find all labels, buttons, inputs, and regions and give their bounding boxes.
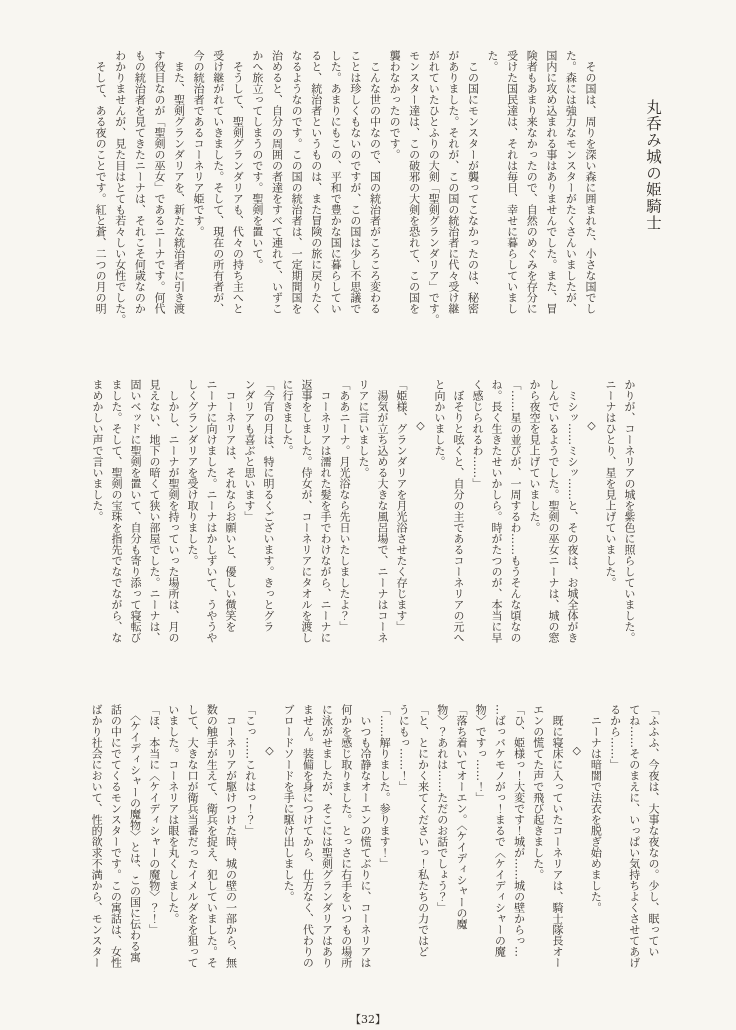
text-column: ニーナはひとり、星を見上げていました。	[604, 379, 617, 588]
text-column: 国内に攻め込まれる事はありませんでした。また、冒	[544, 50, 558, 314]
text-column: また、聖剣グランダリアを、新たな統治者に引き渡	[172, 50, 186, 314]
text-column: 険者もあまり来なかったので、自然のめぐみを存分に	[525, 50, 539, 314]
text-column: た。	[486, 50, 500, 72]
text-column: てね……そのまえに、いっぱい気持ちよくさせてあげ	[627, 704, 641, 968]
text-column: ません。装備を身につけてから、仕方なく、代わりの	[301, 704, 315, 968]
text-column: く感じられるわ……」	[471, 379, 484, 489]
text-column: 「落ち着いてオーエン。〈ケイディシャーの魔	[454, 704, 468, 930]
text-column: 治めると、自分の周囲の者達をすべて連れて、いずこ	[270, 50, 284, 314]
text-column: から夜空を見上げていました。	[528, 379, 541, 533]
text-column: 「ひ、姫様っ！大変です！城が……城の壁からっ…	[512, 704, 526, 957]
scene-break-diamond: ◇	[262, 744, 276, 757]
text-column: 「……星の並びが、一周するわ……もうそんな頃なの	[509, 379, 522, 643]
text-column: かへ旅立ってしまうのです。聖剣を置いて。	[250, 50, 264, 270]
text-column: こんな世の中なので、国の統治者がころころ変わる	[368, 50, 382, 314]
text-column: コーネリアは濡れた髪を手でわけながら、ニーナに	[319, 379, 332, 643]
text-column: ニーナに向けました。ニーナはかしずいて、うやうや	[205, 379, 218, 643]
text-column: 「こっ……これはっ！？」	[243, 704, 257, 836]
text-column: 受けた国民達は、それは毎日、幸せに暮らしていまし	[505, 50, 519, 314]
text-column: ました。そして、聖剣の宝珠を指先でなでながら、な	[110, 379, 123, 643]
text-column: 数の触手が生えて、衛兵を捉え、犯していました。そ	[205, 704, 219, 968]
text-column: して、大きな口が衛兵当番だったイメルダをを狙って	[186, 704, 200, 968]
text-column: コーネリアは、それならお願いと、優しい微笑を	[224, 379, 237, 632]
scene-break-diamond: ◇	[414, 419, 427, 432]
text-column: なるようなのです。この国の統治者は、一定期間国を	[290, 50, 304, 314]
text-column: コーネリアが駆けつけた時、城の壁の一部から、無	[224, 704, 238, 968]
text-column: ニーナは暗闇で法衣を脱ぎ始めました。	[589, 704, 603, 913]
text-column: に泳がせましたが、そこには聖剣グランダリアはあり	[320, 704, 334, 968]
text-column: 返事をしました。侍女が、コーネリアにタオルを渡し	[300, 379, 313, 643]
text-column: 「ほ、本当に〈ケイディシャーの魔物〉？！」	[147, 704, 161, 935]
text-column: ことは珍しくもないのですが、この国は少し不思議で	[348, 50, 362, 314]
text-column: 既に寝床に入っていたコーネリアは、騎士隊長オー	[550, 704, 564, 968]
text-column: モンスター達は、この破邪の大剣を恐れて、この国を	[407, 50, 421, 314]
text-column: るから……」	[608, 704, 622, 770]
scene-break-diamond: ◇	[585, 419, 598, 432]
text-column: 「と、とにかく来てくださいっ！私たちの力ではど	[416, 704, 430, 957]
text-column: もの統治者を見てきたニーナは、それこそ何歳なのか	[133, 50, 147, 314]
text-column: 何かを感じ取りました。とっさに右手をいつもの場所	[339, 704, 353, 968]
text-column: いつも冷静なオーエンの慌てぶりに、コーネリアは	[358, 704, 372, 968]
text-column: 物〉ですっ……！」	[474, 704, 488, 803]
text-column: に行きました。	[281, 379, 294, 456]
scene-break-diamond: ◇	[570, 744, 584, 757]
text-column: 固いベッドに聖剣を置いて、自分も寄り添って寝転び	[129, 379, 142, 643]
text-column: 見えない、地下の暗くて狭い部屋でした。ニーナは、	[148, 379, 161, 643]
text-column: ね。長く生きたせいかしら。時がたつのが、本当に早	[490, 379, 503, 643]
text-column: 今の統治者であるコーネリア姫です。	[192, 50, 206, 237]
text-column: した。あまりにもこの、平和で豊かな国に暮らしてい	[329, 50, 343, 314]
text-column: ぼそりと呟くと、自分の主であるコーネリアの元へ	[452, 379, 465, 643]
text-column: 「ふふふ、今夜は、大事な夜なの。少し、眠ってい	[647, 704, 660, 957]
text-column: エンの慌てた声で飛び起きました。	[531, 704, 545, 880]
text-column: 物〉？あれは……ただのお話でしょう？」	[435, 704, 449, 913]
text-column: その国は、周りを深い森に囲まれた、小さな国でし	[584, 50, 597, 314]
text-section-2	[88, 379, 639, 665]
page-number: 【32】	[350, 1013, 386, 1026]
text-column: リアに言いました。	[357, 379, 370, 478]
text-column: がありました。それが、この国の統治者に代々受け継	[446, 50, 460, 314]
text-column: そして、ある夜のことです。紅と蒼、二つの月の明	[94, 50, 108, 314]
text-column: うにもっ……！」	[397, 704, 411, 792]
text-column: ると、統治者というものは、また冒険の旅に戻りたく	[309, 50, 323, 314]
text-column: しんでいるようでした。聖剣の巫女ニーナは、城の窓	[547, 379, 560, 643]
text-column: ンダリアも喜ぶと思います」	[243, 379, 256, 522]
text-column: ミシッ……ミシッ……と、その夜は、お城全体がき	[566, 379, 579, 643]
text-column: しかし、ニーナが聖剣を持っていった場所は、月の	[167, 379, 180, 643]
text-column: …ばっバケモノがっ！まるで〈ケイディシャーの魔	[493, 704, 507, 957]
text-column: 襲わなかったのです。	[388, 50, 402, 160]
text-column: いました。コーネリアは眼を丸くしました。	[166, 704, 180, 924]
text-column: かりが、コーネリアの城を紫色に照らしていました。	[623, 379, 636, 643]
text-column: まめかしい声で言いました。	[91, 379, 104, 522]
page-title: 丸呑み城の姫騎士	[644, 99, 662, 231]
text-column: す役目なのが「聖剣の巫女」であるニーナです。何代	[152, 50, 166, 314]
text-section-1	[91, 50, 600, 352]
text-column: そうして、聖剣グランダリアも、代々の持ち主へと	[231, 50, 245, 314]
text-column: 受け継がれていきました。そして、現在の所有者が、	[211, 50, 225, 314]
text-column: この国にモンスターが襲ってこなかったのは、秘密	[466, 50, 480, 314]
text-column: ブロードソードを手に駆け出しました。	[282, 704, 296, 902]
text-column: 「ああニーナ。月光浴なら先日いたしましたよ？」	[338, 379, 351, 632]
text-column: 〈ケイディシャーの魔物〉とは、この国に伝わる寓	[128, 704, 142, 963]
text-column: ばかり社会において、性的欲求不満から、モンスター	[90, 704, 104, 968]
text-section-3	[87, 704, 663, 1000]
text-column: 湯気が立ち込める大きな風呂場で、ニーナはコーネ	[376, 379, 389, 643]
text-column: 「姫様、グランダリアを月光浴させたく存じます」	[395, 379, 408, 632]
text-column: と向かいました。	[433, 379, 446, 467]
text-column: しくグランダリアを受け取りました。	[186, 379, 199, 566]
text-column: 「……解りました。参ります！」	[378, 704, 392, 869]
text-column: 「今宵の月は、特に明るくございます。きっとグラ	[262, 379, 275, 632]
text-column: た。森には強力なモンスターがたくさんいましたが、	[564, 50, 578, 314]
text-column: 話の中にでてくるモンスターです。この寓話は、女性	[109, 704, 123, 968]
text-column: がれていたひとふりの大剣「聖剣グランダリア」です。	[427, 50, 441, 325]
text-column: わかりませんが、見た目はとても若々しい女性でした。	[113, 50, 127, 325]
